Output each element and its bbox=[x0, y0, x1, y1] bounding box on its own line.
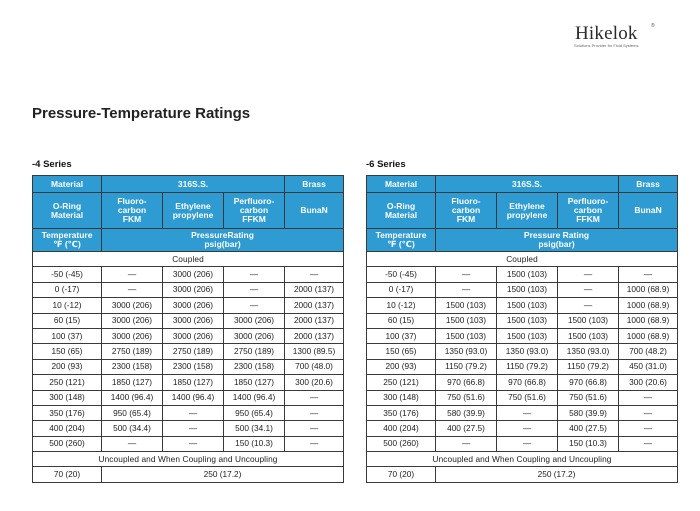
cell-buna-n: 300 (20.6) bbox=[285, 375, 344, 390]
cell-temperature: 0 (-17) bbox=[367, 282, 436, 297]
table-row bbox=[367, 390, 678, 405]
cell-temperature: 150 (65) bbox=[367, 344, 436, 359]
cell-fkm: — bbox=[436, 267, 497, 282]
cell-buna-n: 2000 (137) bbox=[285, 313, 344, 328]
cell-buna-n: 300 (20.6) bbox=[619, 375, 678, 390]
cell-uncoupled-rating: 250 (17.2) bbox=[102, 467, 344, 482]
cell-buna-n: 700 (48.2) bbox=[619, 344, 678, 359]
header-ethylene-propylene: Ethylene propylene bbox=[497, 193, 558, 229]
cell-ffkm: 2300 (158) bbox=[224, 359, 285, 374]
cell-buna-n: — bbox=[285, 390, 344, 405]
cell-temperature: 70 (20) bbox=[33, 467, 102, 482]
table-row bbox=[33, 267, 344, 282]
header-ffkm: Perfluoro- carbon FFKM bbox=[224, 193, 285, 229]
cell-buna-n: 2000 (137) bbox=[285, 328, 344, 343]
cell-buna-n: — bbox=[619, 421, 678, 436]
cell-temperature: 400 (204) bbox=[367, 421, 436, 436]
table-row bbox=[367, 359, 678, 374]
table-row bbox=[33, 375, 344, 390]
cell-ffkm: 150 (10.3) bbox=[558, 436, 619, 451]
header-material: Material bbox=[33, 176, 102, 193]
cell-ethylene-propylene: 3000 (206) bbox=[163, 282, 224, 297]
cell-temperature: 350 (176) bbox=[33, 405, 102, 420]
cell-ffkm: — bbox=[224, 298, 285, 313]
cell-ethylene-propylene: 1500 (103) bbox=[497, 313, 558, 328]
header-fkm: Fluoro- carbon FKM bbox=[436, 193, 497, 229]
cell-fkm: 580 (39.9) bbox=[436, 405, 497, 420]
cell-ethylene-propylene: 3000 (206) bbox=[163, 267, 224, 282]
trademark-mark: ® bbox=[651, 23, 655, 29]
cell-ffkm: 3000 (206) bbox=[224, 313, 285, 328]
header-buna-n: BunaN bbox=[619, 193, 678, 229]
cell-fkm: 1500 (103) bbox=[436, 313, 497, 328]
cell-temperature: -50 (-45) bbox=[367, 267, 436, 282]
header-pressure-rating: PressureRating psig(bar) bbox=[102, 229, 344, 252]
cell-ethylene-propylene: 970 (66.8) bbox=[497, 375, 558, 390]
cell-buna-n: 1000 (68.9) bbox=[619, 313, 678, 328]
cell-fkm: — bbox=[436, 282, 497, 297]
cell-fkm: 1850 (127) bbox=[102, 375, 163, 390]
header-temperature: Temperature ℉ (℃) bbox=[33, 229, 102, 252]
cell-fkm: 1500 (103) bbox=[436, 298, 497, 313]
cell-ethylene-propylene: 1500 (103) bbox=[497, 267, 558, 282]
rating-table-6-series bbox=[366, 175, 678, 483]
header-ffkm: Perfluoro- carbon FFKM bbox=[558, 193, 619, 229]
cell-fkm: 500 (34.4) bbox=[102, 421, 163, 436]
cell-ffkm: 580 (39.9) bbox=[558, 405, 619, 420]
table-row bbox=[367, 298, 678, 313]
cell-temperature: 400 (204) bbox=[33, 421, 102, 436]
cell-ffkm: — bbox=[558, 267, 619, 282]
cell-fkm: 1150 (79.2) bbox=[436, 359, 497, 374]
logo-name: Hikelok bbox=[575, 23, 638, 44]
table-row bbox=[367, 344, 678, 359]
cell-temperature: 100 (37) bbox=[33, 328, 102, 343]
cell-ffkm: 750 (51.6) bbox=[558, 390, 619, 405]
cell-ethylene-propylene: — bbox=[497, 436, 558, 451]
table-row bbox=[33, 436, 344, 451]
section-coupled: Coupled bbox=[367, 252, 678, 267]
cell-buna-n: — bbox=[285, 436, 344, 451]
cell-fkm: 950 (65.4) bbox=[102, 405, 163, 420]
header-316ss: 316S.S. bbox=[436, 176, 619, 193]
table-row bbox=[33, 421, 344, 436]
cell-buna-n: — bbox=[619, 436, 678, 451]
cell-fkm: 3000 (206) bbox=[102, 328, 163, 343]
table-row bbox=[367, 282, 678, 297]
cell-ethylene-propylene: 3000 (206) bbox=[163, 313, 224, 328]
cell-buna-n: 2000 (137) bbox=[285, 298, 344, 313]
cell-temperature: -50 (-45) bbox=[33, 267, 102, 282]
cell-ffkm: 950 (65.4) bbox=[224, 405, 285, 420]
cell-fkm: 1400 (96.4) bbox=[102, 390, 163, 405]
cell-ffkm: 1500 (103) bbox=[558, 328, 619, 343]
cell-uncoupled-rating: 250 (17.2) bbox=[436, 467, 678, 482]
cell-buna-n: 1000 (68.9) bbox=[619, 282, 678, 297]
cell-ffkm: — bbox=[224, 282, 285, 297]
cell-temperature: 10 (-12) bbox=[367, 298, 436, 313]
cell-fkm: 2300 (158) bbox=[102, 359, 163, 374]
cell-fkm: 1350 (93.0) bbox=[436, 344, 497, 359]
header-316ss: 316S.S. bbox=[102, 176, 285, 193]
cell-fkm: 3000 (206) bbox=[102, 298, 163, 313]
cell-ffkm: 400 (27.5) bbox=[558, 421, 619, 436]
cell-buna-n: 1000 (68.9) bbox=[619, 328, 678, 343]
cell-ethylene-propylene: 2750 (189) bbox=[163, 344, 224, 359]
cell-ffkm: — bbox=[224, 267, 285, 282]
cell-ffkm: — bbox=[558, 298, 619, 313]
cell-temperature: 60 (15) bbox=[367, 313, 436, 328]
header-pressure-rating: Pressure Rating psig(bar) bbox=[436, 229, 678, 252]
cell-ethylene-propylene: 1150 (79.2) bbox=[497, 359, 558, 374]
cell-ethylene-propylene: 2300 (158) bbox=[163, 359, 224, 374]
cell-ffkm: 150 (10.3) bbox=[224, 436, 285, 451]
cell-ethylene-propylene: 1500 (103) bbox=[497, 298, 558, 313]
cell-buna-n: 2000 (137) bbox=[285, 282, 344, 297]
cell-ethylene-propylene: 1350 (93.0) bbox=[497, 344, 558, 359]
cell-ethylene-propylene: 1500 (103) bbox=[497, 328, 558, 343]
table-row bbox=[33, 390, 344, 405]
table-row bbox=[367, 328, 678, 343]
cell-ffkm: 970 (66.8) bbox=[558, 375, 619, 390]
cell-temperature: 500 (260) bbox=[33, 436, 102, 451]
table-row bbox=[367, 405, 678, 420]
cell-temperature: 250 (121) bbox=[367, 375, 436, 390]
cell-buna-n: 450 (31.0) bbox=[619, 359, 678, 374]
cell-ffkm: 1150 (79.2) bbox=[558, 359, 619, 374]
cell-ffkm: 500 (34.1) bbox=[224, 421, 285, 436]
cell-temperature: 250 (121) bbox=[33, 375, 102, 390]
cell-fkm: 3000 (206) bbox=[102, 313, 163, 328]
cell-ethylene-propylene: — bbox=[163, 436, 224, 451]
cell-temperature: 70 (20) bbox=[367, 467, 436, 482]
header-brass: Brass bbox=[619, 176, 678, 193]
cell-buna-n: — bbox=[619, 405, 678, 420]
cell-ffkm: 3000 (206) bbox=[224, 328, 285, 343]
cell-ethylene-propylene: — bbox=[163, 421, 224, 436]
cell-ffkm: 1500 (103) bbox=[558, 313, 619, 328]
series-title-6: -6 Series bbox=[366, 159, 406, 170]
cell-fkm: 1500 (103) bbox=[436, 328, 497, 343]
cell-fkm: — bbox=[102, 267, 163, 282]
cell-ethylene-propylene: 1500 (103) bbox=[497, 282, 558, 297]
table-row bbox=[33, 313, 344, 328]
table-row bbox=[33, 328, 344, 343]
cell-ethylene-propylene: 1850 (127) bbox=[163, 375, 224, 390]
cell-buna-n: 700 (48.0) bbox=[285, 359, 344, 374]
table-row bbox=[33, 359, 344, 374]
header-brass: Brass bbox=[285, 176, 344, 193]
section-coupled: Coupled bbox=[33, 252, 344, 267]
cell-ethylene-propylene: 3000 (206) bbox=[163, 328, 224, 343]
cell-buna-n: — bbox=[619, 390, 678, 405]
header-temperature: Temperature ℉ (℃) bbox=[367, 229, 436, 252]
table-row bbox=[367, 421, 678, 436]
cell-fkm: — bbox=[436, 436, 497, 451]
cell-ethylene-propylene: 1400 (96.4) bbox=[163, 390, 224, 405]
page-title: Pressure-Temperature Ratings bbox=[32, 105, 251, 122]
cell-buna-n: — bbox=[619, 267, 678, 282]
cell-temperature: 100 (37) bbox=[367, 328, 436, 343]
cell-ethylene-propylene: — bbox=[163, 405, 224, 420]
cell-buna-n: — bbox=[285, 405, 344, 420]
table-row bbox=[367, 436, 678, 451]
cell-buna-n: 1300 (89.5) bbox=[285, 344, 344, 359]
logo-tagline: Solutions Provider for Fluid Systems bbox=[574, 43, 639, 48]
cell-fkm: 2750 (189) bbox=[102, 344, 163, 359]
cell-ffkm: 2750 (189) bbox=[224, 344, 285, 359]
cell-fkm: — bbox=[102, 436, 163, 451]
cell-fkm: 750 (51.6) bbox=[436, 390, 497, 405]
table-row bbox=[367, 267, 678, 282]
header-ethylene-propylene: Ethylene propylene bbox=[163, 193, 224, 229]
cell-ethylene-propylene: — bbox=[497, 405, 558, 420]
table-row bbox=[367, 375, 678, 390]
cell-temperature: 300 (148) bbox=[367, 390, 436, 405]
rating-table-4-series bbox=[32, 175, 344, 483]
header-oring-material: O-Ring Material bbox=[33, 193, 102, 229]
table-row bbox=[33, 405, 344, 420]
header-fkm: Fluoro- carbon FKM bbox=[102, 193, 163, 229]
table-row bbox=[33, 282, 344, 297]
cell-temperature: 0 (-17) bbox=[33, 282, 102, 297]
cell-temperature: 60 (15) bbox=[33, 313, 102, 328]
cell-temperature: 200 (93) bbox=[33, 359, 102, 374]
series-title-4: -4 Series bbox=[32, 159, 72, 170]
cell-ffkm: 1350 (93.0) bbox=[558, 344, 619, 359]
table-row bbox=[367, 313, 678, 328]
cell-ethylene-propylene: — bbox=[497, 421, 558, 436]
cell-fkm: 400 (27.5) bbox=[436, 421, 497, 436]
cell-buna-n: 1000 (68.9) bbox=[619, 298, 678, 313]
cell-ethylene-propylene: 3000 (206) bbox=[163, 298, 224, 313]
header-buna-n: BunaN bbox=[285, 193, 344, 229]
cell-temperature: 200 (93) bbox=[367, 359, 436, 374]
cell-temperature: 500 (260) bbox=[367, 436, 436, 451]
header-oring-material: O-Ring Material bbox=[367, 193, 436, 229]
cell-temperature: 10 (-12) bbox=[33, 298, 102, 313]
cell-ffkm: — bbox=[558, 282, 619, 297]
cell-ffkm: 1400 (96.4) bbox=[224, 390, 285, 405]
section-uncoupled: Uncoupled and When Coupling and Uncoupling bbox=[367, 452, 678, 467]
section-uncoupled: Uncoupled and When Coupling and Uncoupling bbox=[33, 452, 344, 467]
brand-logo bbox=[573, 23, 663, 51]
table-row bbox=[33, 298, 344, 313]
cell-fkm: 970 (66.8) bbox=[436, 375, 497, 390]
cell-fkm: — bbox=[102, 282, 163, 297]
cell-buna-n: — bbox=[285, 421, 344, 436]
cell-temperature: 150 (65) bbox=[33, 344, 102, 359]
cell-temperature: 350 (176) bbox=[367, 405, 436, 420]
cell-temperature: 300 (148) bbox=[33, 390, 102, 405]
cell-ffkm: 1850 (127) bbox=[224, 375, 285, 390]
header-material: Material bbox=[367, 176, 436, 193]
cell-buna-n: — bbox=[285, 267, 344, 282]
cell-ethylene-propylene: 750 (51.6) bbox=[497, 390, 558, 405]
table-row bbox=[33, 344, 344, 359]
